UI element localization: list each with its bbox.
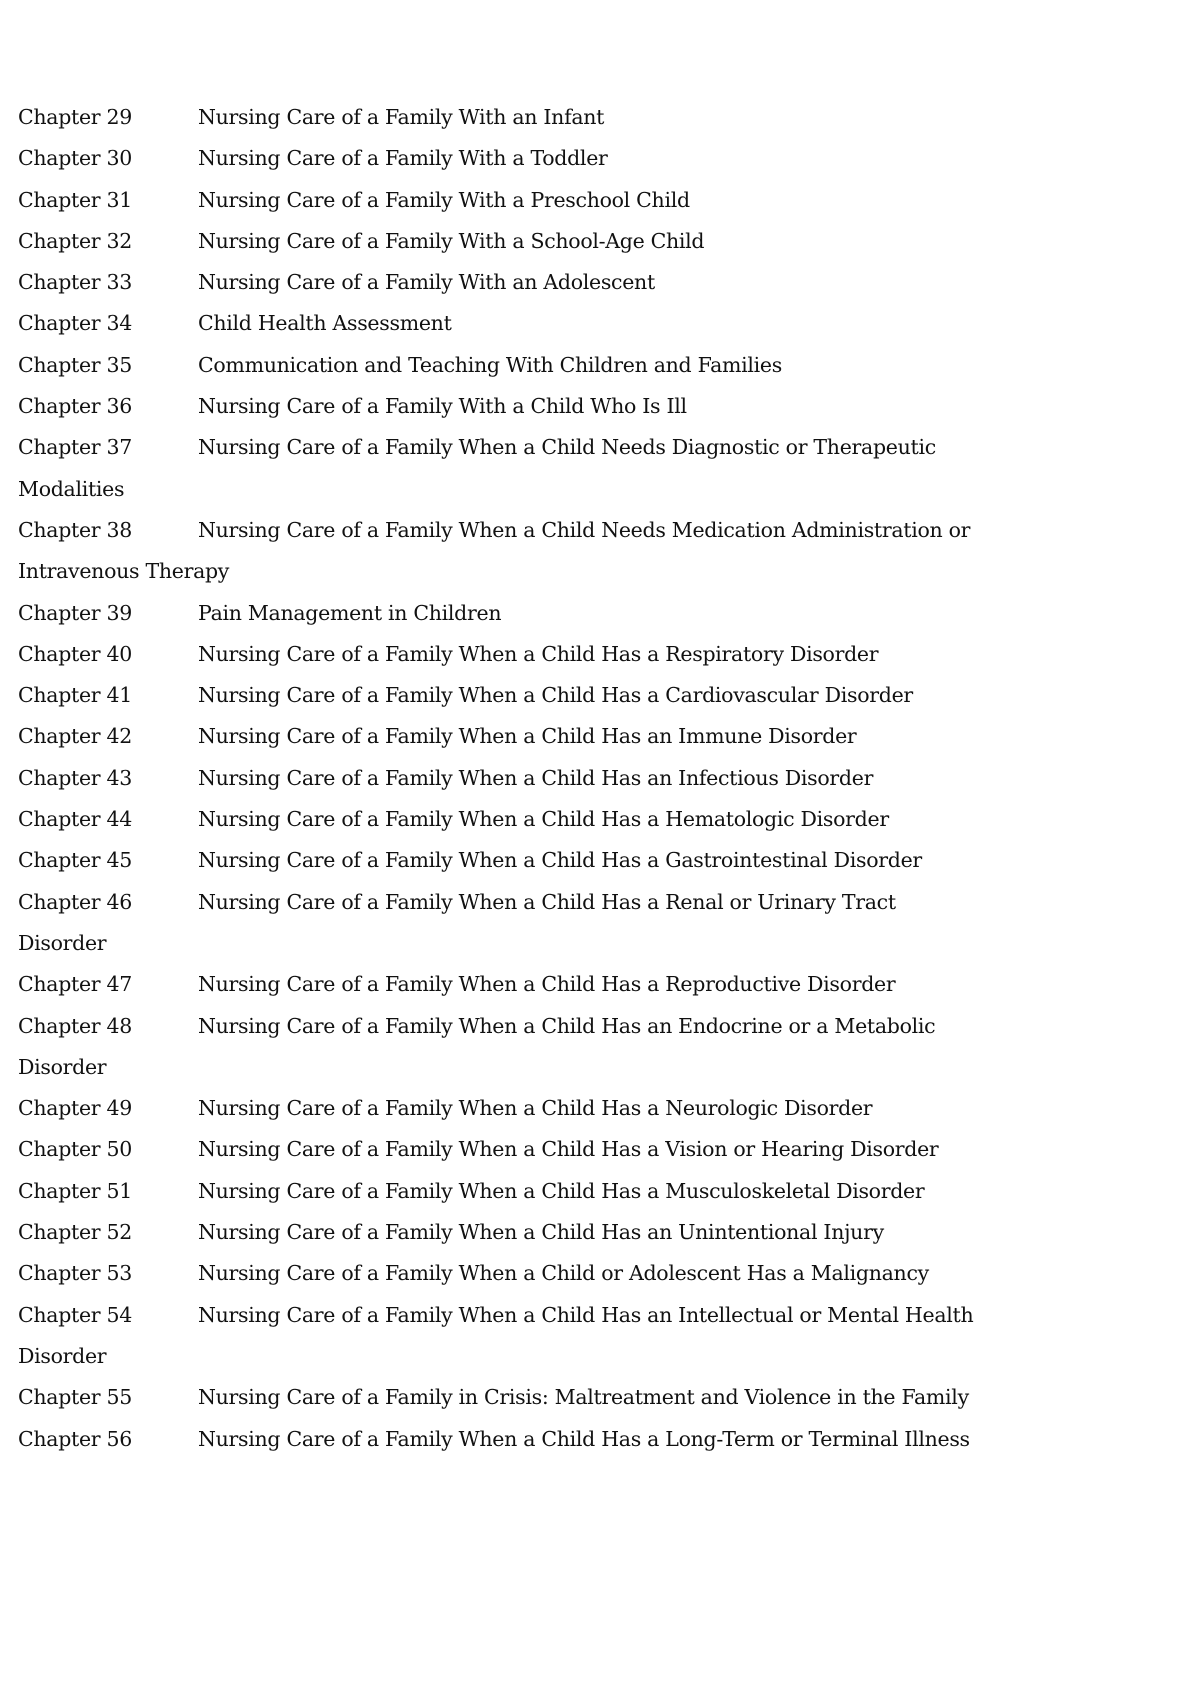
toc-entry-line <box>18 1171 1158 1212</box>
chapter-title: Nursing Care of a Family When a Child Has a Respiratory Disorder <box>198 641 879 666</box>
chapter-title-continuation: Modalities <box>18 476 125 501</box>
chapter-title: Nursing Care of a Family When a Child Has a Hematologic Disorder <box>198 807 889 832</box>
toc-entry <box>18 221 1158 262</box>
chapter-title: Nursing Care of a Family When a Child Has a Long-Term or Terminal Illness <box>198 1426 970 1451</box>
toc-entry-line <box>18 1088 1158 1129</box>
chapter-number: Chapter 55 <box>18 1385 133 1410</box>
chapter-title: Nursing Care of a Family When a Child Has an Endocrine or a Metabolic <box>198 1013 936 1038</box>
chapter-number: Chapter 33 <box>18 270 133 295</box>
chapter-title: Nursing Care of a Family When a Child Has a Renal or Urinary Tract <box>198 889 896 914</box>
toc-entry-line <box>18 799 1158 840</box>
toc-entry <box>18 716 1158 757</box>
chapter-title: Pain Management in Children <box>198 600 502 625</box>
toc-entry <box>18 427 1158 510</box>
chapter-title: Nursing Care of a Family When a Child Has an Immune Disorder <box>198 724 857 749</box>
toc-entry-line <box>18 758 1158 799</box>
toc-entry-line <box>18 345 1158 386</box>
toc-entry <box>18 1212 1158 1253</box>
table-of-contents <box>18 97 1158 1460</box>
toc-entry <box>18 634 1158 675</box>
toc-entry <box>18 1377 1158 1418</box>
toc-entry <box>18 303 1158 344</box>
toc-entry-line <box>18 1253 1158 1294</box>
toc-entry-line <box>18 180 1158 221</box>
toc-entry <box>18 1006 1158 1089</box>
chapter-title-continuation: Intravenous Therapy <box>18 559 230 584</box>
toc-entry <box>18 1419 1158 1460</box>
toc-entry <box>18 138 1158 179</box>
chapter-title-continuation: Disorder <box>18 930 107 955</box>
chapter-title-continuation: Disorder <box>18 1054 107 1079</box>
toc-entry-line <box>18 97 1158 138</box>
chapter-title: Nursing Care of a Family When a Child Has a Musculoskeletal Disorder <box>198 1178 925 1203</box>
toc-entry <box>18 180 1158 221</box>
toc-entry-line <box>18 427 1158 468</box>
chapter-number: Chapter 38 <box>18 517 133 542</box>
toc-entry-line <box>18 675 1158 716</box>
toc-entry-line <box>18 1377 1158 1418</box>
chapter-number: Chapter 31 <box>18 187 133 212</box>
toc-entry-line <box>18 1129 1158 1170</box>
toc-entry <box>18 345 1158 386</box>
toc-entry-line <box>18 882 1158 923</box>
chapter-number: Chapter 52 <box>18 1220 133 1245</box>
chapter-title: Nursing Care of a Family With a Child Who Is Ill <box>198 394 687 419</box>
chapter-number: Chapter 41 <box>18 683 133 708</box>
toc-entry-line <box>18 840 1158 881</box>
toc-entry <box>18 386 1158 427</box>
toc-entry-line <box>18 386 1158 427</box>
chapter-number: Chapter 36 <box>18 394 133 419</box>
chapter-number: Chapter 54 <box>18 1302 133 1327</box>
chapter-number: Chapter 43 <box>18 765 133 790</box>
chapter-title: Nursing Care of a Family When a Child Needs Medication Administration or <box>198 517 971 542</box>
toc-entry <box>18 510 1158 593</box>
chapter-title-continuation: Disorder <box>18 1343 107 1368</box>
chapter-number: Chapter 53 <box>18 1261 133 1286</box>
toc-entry-line <box>18 221 1158 262</box>
chapter-title: Nursing Care of a Family When a Child Has an Intellectual or Mental Health <box>198 1302 974 1327</box>
toc-entry-line <box>18 593 1158 634</box>
chapter-title: Nursing Care of a Family When a Child Has an Infectious Disorder <box>198 765 874 790</box>
chapter-number: Chapter 51 <box>18 1178 133 1203</box>
toc-entry-line <box>18 634 1158 675</box>
chapter-title: Nursing Care of a Family When a Child Has a Cardiovascular Disorder <box>198 683 913 708</box>
chapter-number: Chapter 44 <box>18 807 133 832</box>
chapter-number: Chapter 49 <box>18 1096 133 1121</box>
chapter-title: Nursing Care of a Family When a Child Has an Unintentional Injury <box>198 1220 884 1245</box>
chapter-number: Chapter 48 <box>18 1013 133 1038</box>
toc-entry <box>18 1295 1158 1378</box>
toc-entry <box>18 1129 1158 1170</box>
chapter-number: Chapter 39 <box>18 600 133 625</box>
chapter-number: Chapter 46 <box>18 889 133 914</box>
chapter-title: Nursing Care of a Family With a Preschool Child <box>198 187 690 212</box>
chapter-title: Nursing Care of a Family in Crisis: Maltreatment and Violence in the Family <box>198 1385 969 1410</box>
toc-entry-line <box>18 138 1158 179</box>
chapter-title: Nursing Care of a Family When a Child or Adolescent Has a Malignancy <box>198 1261 929 1286</box>
toc-entry <box>18 675 1158 716</box>
toc-entry-line <box>18 716 1158 757</box>
toc-entry <box>18 593 1158 634</box>
chapter-title: Nursing Care of a Family With an Adolescent <box>198 270 655 295</box>
toc-entry-line <box>18 964 1158 1005</box>
toc-entry-line <box>18 510 1158 551</box>
toc-entry <box>18 97 1158 138</box>
toc-entry-line <box>18 1419 1158 1460</box>
toc-entry-line <box>18 1295 1158 1336</box>
toc-entry <box>18 758 1158 799</box>
toc-entry <box>18 964 1158 1005</box>
chapter-number: Chapter 32 <box>18 228 133 253</box>
toc-entry <box>18 1171 1158 1212</box>
chapter-number: Chapter 37 <box>18 435 133 460</box>
toc-entry-line <box>18 303 1158 344</box>
toc-entry <box>18 799 1158 840</box>
chapter-title: Nursing Care of a Family With a School-Age Child <box>198 228 705 253</box>
chapter-title: Nursing Care of a Family When a Child Has a Reproductive Disorder <box>198 972 896 997</box>
toc-entry <box>18 262 1158 303</box>
toc-entry <box>18 1253 1158 1294</box>
chapter-title: Nursing Care of a Family When a Child Has a Vision or Hearing Disorder <box>198 1137 939 1162</box>
toc-entry <box>18 840 1158 881</box>
chapter-number: Chapter 50 <box>18 1137 133 1162</box>
chapter-number: Chapter 40 <box>18 641 133 666</box>
chapter-number: Chapter 42 <box>18 724 133 749</box>
toc-entry <box>18 1088 1158 1129</box>
chapter-title: Communication and Teaching With Children and Families <box>198 352 782 377</box>
chapter-number: Chapter 29 <box>18 105 133 129</box>
chapter-title: Nursing Care of a Family With a Toddler <box>198 146 608 171</box>
chapter-title: Nursing Care of a Family When a Child Needs Diagnostic or Therapeutic <box>198 435 936 460</box>
toc-entry-line <box>18 1212 1158 1253</box>
toc-entry-line <box>18 262 1158 303</box>
chapter-title: Nursing Care of a Family When a Child Has a Gastrointestinal Disorder <box>198 848 922 873</box>
chapter-title: Child Health Assessment <box>198 311 452 336</box>
chapter-title: Nursing Care of a Family With an Infant <box>198 105 605 129</box>
chapter-title: Nursing Care of a Family When a Child Has a Neurologic Disorder <box>198 1096 873 1121</box>
toc-entry <box>18 882 1158 965</box>
toc-entry-line <box>18 1006 1158 1047</box>
chapter-number: Chapter 56 <box>18 1426 133 1451</box>
chapter-number: Chapter 45 <box>18 848 133 873</box>
chapter-number: Chapter 47 <box>18 972 133 997</box>
chapter-number: Chapter 30 <box>18 146 133 171</box>
chapter-number: Chapter 35 <box>18 352 133 377</box>
chapter-number: Chapter 34 <box>18 311 133 336</box>
